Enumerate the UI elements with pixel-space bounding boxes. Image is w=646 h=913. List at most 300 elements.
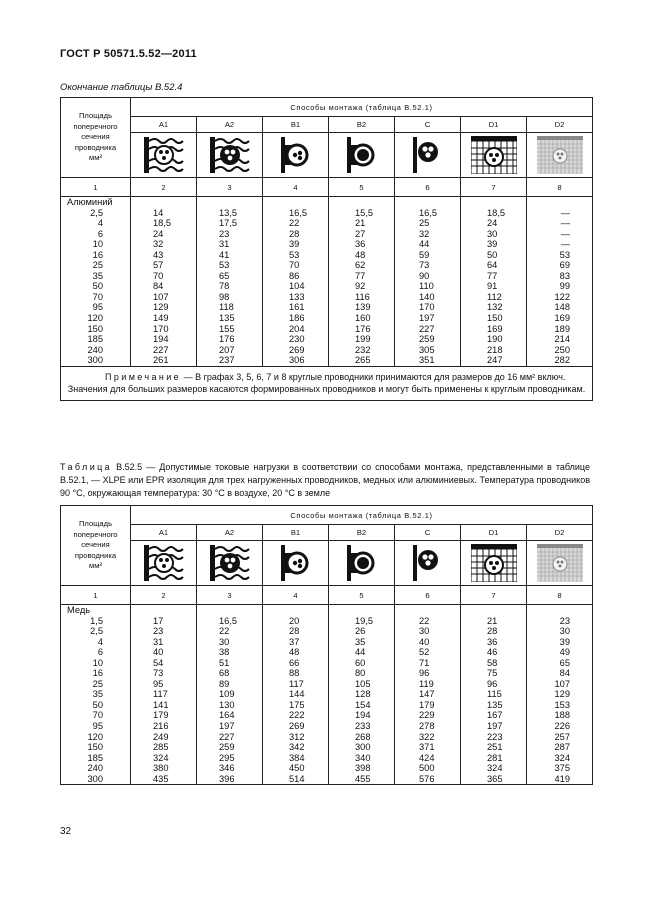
col-header-d2: D2	[527, 525, 593, 541]
cell-value: 36	[355, 239, 366, 250]
area-header-line: Площадь	[78, 519, 113, 529]
col-header-b1: В1	[263, 525, 329, 541]
cell-value: 139	[355, 302, 371, 313]
value-column-d2	[527, 197, 593, 367]
area-value: 150	[87, 323, 103, 334]
col-number: 4	[263, 586, 329, 605]
cell-value: 18,5	[487, 207, 506, 218]
cell-value: 16,5	[219, 615, 238, 626]
cell-value: 41	[219, 249, 230, 260]
area-list	[61, 605, 130, 784]
cell-value: 35	[355, 636, 366, 647]
value-list	[329, 605, 394, 784]
cell-value: 455	[355, 773, 371, 784]
col-number: 7	[461, 586, 527, 605]
cell-value: 60	[355, 657, 366, 668]
cell-value: 324	[153, 752, 169, 763]
cell-value: 86	[289, 270, 300, 281]
material-label: Медь	[67, 605, 91, 615]
area-value: 35	[92, 689, 103, 700]
cell-value: 49	[559, 647, 570, 658]
cell-value: —	[560, 218, 570, 229]
cell-value: 83	[559, 270, 570, 281]
cell-value: 13,5	[219, 207, 238, 218]
cell-value: 110	[419, 281, 434, 292]
area-value: 4	[97, 218, 103, 229]
cell-value: 80	[355, 668, 366, 679]
col-header-c: С	[395, 525, 461, 541]
cell-value: 351	[419, 355, 435, 366]
cell-value: 207	[219, 344, 235, 355]
cell-value: 112	[487, 291, 502, 302]
area-value: 6	[97, 647, 103, 658]
values-row	[61, 197, 593, 367]
cell-value: 576	[419, 773, 435, 784]
cell-value: 233	[355, 721, 371, 732]
value-list	[395, 197, 460, 366]
cell-value: —	[560, 207, 570, 218]
value-list	[263, 197, 328, 366]
area-header-line: сечения	[81, 540, 110, 550]
cell-value: 98	[219, 291, 230, 302]
cell-value: 384	[289, 752, 305, 763]
area-column	[61, 605, 131, 785]
col-header-d2: D2	[527, 117, 593, 133]
buried-duct-icon	[471, 136, 517, 174]
cell-value: —	[560, 228, 570, 239]
cell-value: 237	[219, 355, 235, 366]
icon-cell-c	[395, 133, 461, 178]
cell-value: 58	[487, 657, 498, 668]
cell-value: 269	[289, 344, 305, 355]
cell-value: 107	[554, 678, 570, 689]
value-column-d1	[461, 197, 527, 367]
cell-value: 73	[419, 260, 430, 271]
col-number: 8	[527, 178, 593, 197]
cell-value: 380	[153, 763, 169, 774]
cell-value: 265	[355, 355, 371, 366]
cell-value: 57	[153, 260, 164, 271]
area-value: 16	[92, 249, 103, 260]
table-b52-5	[60, 505, 593, 785]
col-number: 8	[527, 586, 593, 605]
cell-value: 51	[219, 657, 230, 668]
cable-conduit-on-wall-icon	[347, 545, 377, 581]
cell-value: 65	[219, 270, 230, 281]
cell-value: 66	[289, 657, 300, 668]
cell-value: 167	[487, 710, 503, 721]
cell-value: 135	[219, 313, 235, 324]
cell-value: 28	[487, 626, 498, 637]
value-list	[527, 197, 592, 366]
direct-buried-cable-icon	[537, 544, 583, 582]
cell-value: 259	[219, 742, 235, 753]
table2-caption-label: Таблица	[60, 462, 113, 472]
area-value: 240	[87, 763, 103, 774]
cell-value: 24	[487, 218, 498, 229]
icon-cell-b2	[329, 541, 395, 586]
cell-value: 197	[487, 721, 503, 732]
cell-value: 161	[289, 302, 305, 313]
value-list	[263, 605, 328, 784]
cell-value: 28	[289, 626, 300, 637]
cell-value: 23	[153, 626, 164, 637]
icon-cell-d2	[527, 133, 593, 178]
cell-value: 197	[419, 313, 435, 324]
area-value: 300	[87, 773, 103, 784]
cell-value: 169	[487, 323, 503, 334]
cell-value: 92	[355, 281, 366, 292]
col-number: 1	[61, 586, 131, 605]
area-value: 95	[92, 721, 103, 732]
area-value: 150	[87, 742, 103, 753]
value-list	[461, 197, 526, 366]
cell-value: 43	[153, 249, 164, 260]
cell-value: 109	[219, 689, 235, 700]
cell-value: 70	[153, 270, 164, 281]
cell-value: 223	[487, 731, 503, 742]
col-number: 2	[131, 586, 197, 605]
cell-value: 18,5	[153, 218, 172, 229]
cell-value: 99	[559, 281, 570, 292]
col-header-b1: В1	[263, 117, 329, 133]
cell-value: 164	[219, 710, 235, 721]
cell-value: 133	[289, 291, 305, 302]
cell-value: 116	[355, 291, 370, 302]
cell-value: 250	[554, 344, 570, 355]
value-column-d1	[461, 605, 527, 785]
area-list	[61, 197, 130, 366]
insulated-wall-cable-icon	[210, 137, 250, 173]
cell-value: 268	[355, 731, 371, 742]
cell-value: 346	[219, 763, 235, 774]
cell-value: 214	[554, 334, 570, 345]
cell-value: 122	[554, 291, 570, 302]
cell-value: 398	[355, 763, 371, 774]
col-header-b2: В2	[329, 525, 395, 541]
icon-cell-a2	[197, 541, 263, 586]
cell-value: 179	[419, 699, 435, 710]
table-b52-4-end	[60, 97, 593, 401]
value-column-b1	[263, 197, 329, 367]
value-list	[329, 197, 394, 366]
cell-value: 28	[289, 228, 300, 239]
cell-value: 259	[419, 334, 435, 345]
cell-value: 132	[487, 302, 503, 313]
cell-value: 204	[289, 323, 305, 334]
cell-value: 170	[419, 302, 435, 313]
cell-value: 229	[419, 710, 435, 721]
value-column-d2	[527, 605, 593, 785]
cell-value: 24	[153, 228, 164, 239]
cell-value: 53	[289, 249, 300, 260]
cell-value: 232	[355, 344, 371, 355]
cell-value: 306	[289, 355, 305, 366]
cell-value: 20	[289, 615, 300, 626]
area-value: 70	[92, 710, 103, 721]
cell-value: 371	[419, 742, 435, 753]
cell-value: 295	[219, 752, 235, 763]
cell-value: 115	[487, 689, 502, 700]
methods-header: Способы монтажа (таблица В.52.1)	[131, 506, 593, 525]
col-header-a1: А1	[131, 117, 197, 133]
area-header-cell	[61, 98, 131, 178]
icon-cell-a1	[131, 133, 197, 178]
cell-value: 179	[153, 710, 169, 721]
area-value: 4	[97, 636, 103, 647]
area-value: 120	[87, 313, 103, 324]
cell-value: 16,5	[289, 207, 308, 218]
value-column-b2	[329, 605, 395, 785]
cell-value: 222	[289, 710, 305, 721]
cell-value: 40	[419, 636, 430, 647]
cell-value: 170	[153, 323, 169, 334]
col-header-a2: А2	[197, 525, 263, 541]
icon-cell-a2	[197, 133, 263, 178]
cell-value: 340	[355, 752, 371, 763]
insulated-wall-cable-icon	[210, 545, 250, 581]
cell-value: 52	[419, 647, 430, 658]
cell-value: 75	[487, 668, 498, 679]
cell-value: 59	[419, 249, 430, 260]
cell-value: 32	[419, 228, 430, 239]
table-note	[61, 366, 593, 400]
value-column-b1	[263, 605, 329, 785]
cell-value: 48	[289, 647, 300, 658]
cell-value: 31	[153, 636, 164, 647]
cell-value: 117	[153, 689, 168, 700]
material-label: Алюминий	[67, 197, 113, 207]
cell-value: 37	[289, 636, 300, 647]
buried-duct-icon	[471, 544, 517, 582]
conduit-on-wall-icon	[281, 545, 311, 581]
cell-value: 150	[487, 313, 503, 324]
value-column-a2	[197, 605, 263, 785]
cell-value: 54	[153, 657, 164, 668]
cable-on-wall-icon	[413, 545, 443, 581]
cell-value: 153	[554, 699, 570, 710]
cell-value: 53	[559, 249, 570, 260]
cell-value: 230	[289, 334, 305, 345]
area-value: 10	[92, 657, 103, 668]
cell-value: 32	[153, 239, 164, 250]
cell-value: 96	[487, 678, 498, 689]
cell-value: 64	[487, 260, 498, 271]
area-value: 185	[87, 752, 103, 763]
cell-value: 190	[487, 334, 503, 345]
cell-value: 269	[289, 721, 305, 732]
cell-value: 285	[153, 742, 169, 753]
area-value: 6	[97, 228, 103, 239]
conduit-on-wall-icon	[281, 137, 311, 173]
cell-value: 186	[289, 313, 305, 324]
area-header-line: мм²	[89, 153, 102, 163]
col-header-d1: D1	[461, 117, 527, 133]
cell-value: 117	[289, 678, 304, 689]
cell-value: 25	[419, 218, 430, 229]
value-column-a1	[131, 197, 197, 367]
cell-value: 176	[219, 334, 235, 345]
cell-value: 130	[219, 699, 235, 710]
cell-value: 70	[289, 260, 300, 271]
value-list	[131, 605, 196, 784]
cell-value: 22	[419, 615, 430, 626]
area-value: 240	[87, 344, 103, 355]
cell-value: 514	[289, 773, 305, 784]
cell-value: 30	[487, 228, 498, 239]
col-number: 1	[61, 178, 131, 197]
cell-value: 424	[419, 752, 435, 763]
cell-value: 19,5	[355, 615, 374, 626]
cell-value: 129	[554, 689, 570, 700]
col-header-d1: D1	[461, 525, 527, 541]
cell-value: 375	[554, 763, 570, 774]
cell-value: 118	[219, 302, 234, 313]
cell-value: 21	[355, 218, 366, 229]
cell-value: 91	[487, 281, 498, 292]
cell-value: 450	[289, 763, 305, 774]
cell-value: 46	[487, 647, 498, 658]
cell-value: 90	[419, 270, 430, 281]
col-header-a2: А2	[197, 117, 263, 133]
cell-value: 73	[153, 668, 164, 679]
cell-value: 419	[554, 773, 570, 784]
area-header-line: сечения	[81, 132, 110, 142]
col-header-a1: А1	[131, 525, 197, 541]
cell-value: 30	[419, 626, 430, 637]
value-list	[461, 605, 526, 784]
area-value: 120	[87, 731, 103, 742]
col-number: 3	[197, 178, 263, 197]
cell-value: 500	[419, 763, 435, 774]
cell-value: 68	[219, 668, 230, 679]
cell-value: 22	[289, 218, 300, 229]
cell-value: 84	[559, 668, 570, 679]
cell-value: —	[560, 239, 570, 250]
cell-value: 194	[153, 334, 169, 345]
cell-value: 77	[487, 270, 498, 281]
col-number: 6	[395, 586, 461, 605]
value-column-a2	[197, 197, 263, 367]
col-number: 7	[461, 178, 527, 197]
cell-value: 435	[153, 773, 169, 784]
area-value: 1,5	[90, 615, 103, 626]
icon-cell-c	[395, 541, 461, 586]
area-value: 50	[92, 699, 103, 710]
cell-value: 69	[559, 260, 570, 271]
table1-caption: Окончание таблицы В.52.4	[60, 82, 183, 93]
cell-value: 50	[487, 249, 498, 260]
cell-value: 15,5	[355, 207, 374, 218]
area-value: 95	[92, 302, 103, 313]
cell-value: 26	[355, 626, 366, 637]
area-value: 185	[87, 334, 103, 345]
area-value: 70	[92, 291, 103, 302]
cell-value: 324	[487, 763, 503, 774]
cell-value: 197	[219, 721, 235, 732]
icon-cell-d1	[461, 541, 527, 586]
cell-value: 144	[289, 689, 305, 700]
col-number: 5	[329, 178, 395, 197]
area-value: 2,5	[90, 626, 103, 637]
col-header-b2: В2	[329, 117, 395, 133]
cell-value: 107	[153, 291, 169, 302]
value-column-c	[395, 605, 461, 785]
cell-value: 84	[153, 281, 164, 292]
cell-value: 96	[419, 668, 430, 679]
table2-caption-text: В.52.5 — Допустимые токовые нагрузки в соответствии со способами монтажа, представленными в таблице В.52.1, — XLPE или EPR изоляция для трех нагруженных проводников, медных или алюминиевых. Температура проводников 90 °С, окружающая температура: 30 °С в воздухе, 20 °С в земле	[60, 462, 590, 498]
insulated-wall-conduit-icon	[144, 137, 184, 173]
area-header-line: проводника	[74, 142, 117, 152]
cell-value: 128	[355, 689, 371, 700]
value-list	[131, 197, 196, 366]
cell-value: 216	[153, 721, 169, 732]
cell-value: 278	[419, 721, 435, 732]
cell-value: 140	[419, 291, 435, 302]
cell-value: 257	[554, 731, 570, 742]
cell-value: 30	[219, 636, 230, 647]
value-list	[197, 197, 262, 366]
note-label: Примечание	[105, 371, 182, 382]
cell-value: 119	[419, 678, 434, 689]
cell-value: 36	[487, 636, 498, 647]
cell-value: 396	[219, 773, 235, 784]
cell-value: 48	[355, 249, 366, 260]
cell-value: 21	[487, 615, 498, 626]
cell-value: 40	[153, 647, 164, 658]
area-value: 16	[92, 668, 103, 679]
area-header-line: поперечного	[73, 121, 118, 131]
cell-value: 226	[554, 721, 570, 732]
cell-value: 39	[289, 239, 300, 250]
col-number: 3	[197, 586, 263, 605]
icon-cell-d2	[527, 541, 593, 586]
cell-value: 95	[153, 678, 164, 689]
cell-value: 324	[554, 752, 570, 763]
area-value: 50	[92, 281, 103, 292]
cell-value: 261	[153, 355, 169, 366]
cell-value: 365	[487, 773, 503, 784]
cell-value: 27	[355, 228, 366, 239]
cell-value: 287	[554, 742, 570, 753]
direct-buried-cable-icon	[537, 136, 583, 174]
cell-value: 78	[219, 281, 230, 292]
cell-value: 227	[153, 344, 169, 355]
area-value: 2,5	[90, 207, 103, 218]
icon-cell-b1	[263, 541, 329, 586]
cell-value: 105	[355, 678, 371, 689]
cell-value: 16,5	[419, 207, 438, 218]
cell-value: 149	[153, 313, 169, 324]
insulated-wall-conduit-icon	[144, 545, 184, 581]
area-value: 25	[92, 260, 103, 271]
values-row	[61, 605, 593, 785]
cell-value: 188	[554, 710, 570, 721]
cell-value: 227	[219, 731, 235, 742]
cell-value: 155	[219, 323, 235, 334]
value-column-a1	[131, 605, 197, 785]
col-number: 2	[131, 178, 197, 197]
cell-value: 14	[153, 207, 164, 218]
cell-value: 53	[219, 260, 230, 271]
col-number: 5	[329, 586, 395, 605]
value-column-c	[395, 197, 461, 367]
cell-value: 65	[559, 657, 570, 668]
area-header-line: Площадь	[78, 111, 113, 121]
methods-header: Способы монтажа (таблица В.52.1)	[131, 98, 593, 117]
cell-value: 141	[153, 699, 169, 710]
cell-value: 23	[219, 228, 230, 239]
